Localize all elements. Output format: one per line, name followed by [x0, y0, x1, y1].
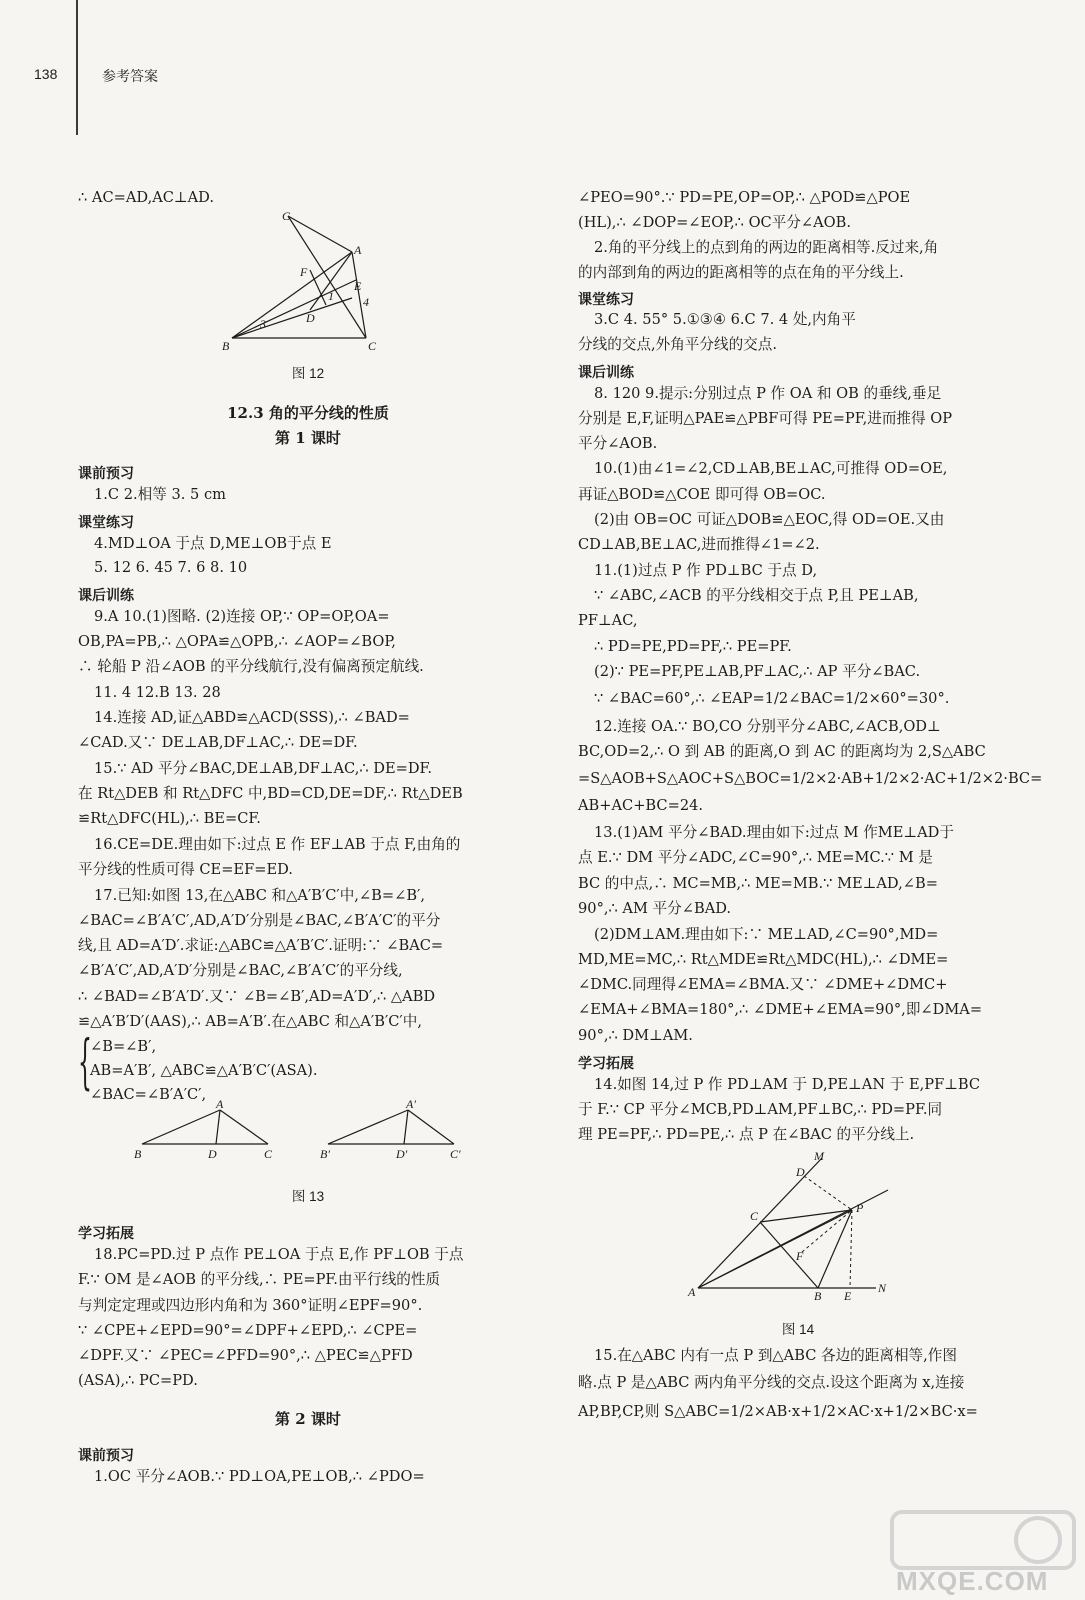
text-line: 的内部到角的两边的距离相等的点在角的平分线上. — [578, 264, 904, 281]
svg-text:A: A — [216, 1098, 224, 1111]
text-line: ∴ 轮船 P 沿∠AOB 的平分线航行,没有偏离预定航线. — [78, 658, 424, 675]
page-number: 138 — [34, 66, 58, 82]
figure-13 — [128, 1098, 488, 1164]
svg-text:E: E — [844, 1289, 852, 1302]
label-preview: 课前预习 — [78, 465, 134, 481]
text-line: AB+AC+BC=24. — [578, 797, 704, 814]
svg-text:B: B — [222, 339, 230, 353]
text-line: ∵ ∠ABC,∠ACB 的平分线相交于点 P,且 PE⊥AB, — [594, 587, 919, 604]
figure-14 — [684, 1150, 900, 1302]
text-line: 平分线的性质可得 CE=EF=ED. — [78, 861, 293, 878]
text-line: ∠CAD.又∵ DE⊥AB,DF⊥AC,∴ DE=DF. — [78, 734, 358, 751]
svg-text:4: 4 — [363, 295, 369, 309]
svg-text:D′: D′ — [396, 1147, 408, 1161]
label-extension: 学习拓展 — [578, 1055, 634, 1071]
text-line: (2)DM⊥AM.理由如下:∵ ME⊥AD,∠C=90°,MD= — [594, 926, 939, 943]
text-line: 5. 12 6. 45 7. 6 8. 10 — [94, 559, 248, 576]
text-line: CD⊥AB,BE⊥AC,进而推得∠1=∠2. — [578, 536, 820, 553]
text-line: 点 E.∵ DM 平分∠ADC,∠C=90°,∴ ME=MC.∵ M 是 — [578, 849, 933, 866]
text-line: ∠B=∠B′, — [90, 1038, 157, 1055]
text-line: MD,ME=MC,∴ Rt△MDE≌Rt△MDC(HL),∴ ∠DME= — [578, 951, 949, 968]
svg-text:C: C — [264, 1147, 273, 1161]
text-line: 15.在△ABC 内有一点 P 到△ABC 各边的距离相等,作图 — [594, 1347, 957, 1364]
svg-text:P: P — [856, 1201, 864, 1215]
text-line: 14.连接 AD,证△ABD≌△ACD(SSS),∴ ∠BAD= — [94, 709, 410, 726]
text-line: 16.CE=DE.理由如下:过点 E 作 EF⊥AB 于点 F,由角的 — [94, 836, 461, 853]
section-title: 12.3 角的平分线的性质 — [227, 404, 389, 422]
text-line: 90°,∴ AM 平分∠BAD. — [578, 900, 732, 917]
svg-text:C: C — [368, 339, 377, 353]
text-line: ∴ AC=AD,AC⊥AD. — [78, 189, 215, 206]
label-after-class: 课后训练 — [78, 587, 134, 603]
text-line: 2.角的平分线上的点到角的两边的距离相等.反过来,角 — [594, 239, 939, 256]
svg-text:D: D — [306, 311, 315, 325]
text-line: 15.∵ AD 平分∠BAC,DE⊥AB,DF⊥AC,∴ DE=DF. — [94, 760, 433, 777]
lesson-1-title: 第 1 课时 — [275, 429, 341, 447]
svg-text:F: F — [300, 265, 308, 279]
text-line: BC,OD=2,∴ O 到 AB 的距离,O 到 AC 的距离均为 2,S△ABC — [578, 743, 986, 760]
text-line: ∠PEO=90°.∵ PD=PE,OP=OP,∴ △POD≌△POE — [578, 189, 911, 206]
text-line: ∵ ∠CPE+∠EPD=90°=∠DPF+∠EPD,∴ ∠CPE= — [78, 1322, 418, 1339]
text-line: 4.MD⊥OA 于点 D,ME⊥OB于点 E — [94, 535, 332, 552]
text-line: ∠BAC=∠B′A′C′, — [90, 1086, 207, 1103]
svg-text:M: M — [814, 1150, 824, 1163]
text-line: 线,且 AD=A′D′.求证:△ABC≌△A′B′C′.证明:∵ ∠BAC= — [78, 937, 444, 954]
svg-text:B′: B′ — [320, 1147, 330, 1161]
text-line: ∴ PD=PE,PD=PF,∴ PE=PF. — [594, 638, 792, 655]
text-line: 分线的交点,外角平分线的交点. — [578, 336, 777, 353]
svg-text:F: F — [796, 1249, 804, 1263]
label-after-class: 课后训练 — [578, 364, 634, 380]
watermark-text: MXQE.COM — [896, 1566, 1049, 1596]
svg-text:E: E — [354, 279, 362, 293]
text-line: 14.如图 14,过 P 作 PD⊥AM 于 D,PE⊥AN 于 E,PF⊥BC — [594, 1076, 981, 1093]
text-line: 10.(1)由∠1=∠2,CD⊥AB,BE⊥AC,可推得 OD=OE, — [594, 460, 948, 477]
text-line: ∠B′A′C′,AD,A′D′分别是∠BAC,∠B′A′C′的平分线, — [78, 962, 403, 979]
text-line: 13.(1)AM 平分∠BAD.理由如下:过点 M 作ME⊥AD于 — [594, 824, 954, 841]
svg-text:D: D — [796, 1165, 805, 1179]
figure-12-caption: 图 12 — [291, 366, 325, 381]
figure-12 — [218, 210, 398, 355]
running-title: 参考答案 — [102, 68, 158, 84]
text-line: 平分∠AOB. — [578, 435, 658, 452]
text-line: AB=A′B′, △ABC≌△A′B′C′(ASA). — [90, 1062, 318, 1079]
text-line: ∴ ∠BAD=∠B′A′D′.又∵ ∠B=∠B′,AD=A′D′,∴ △ABD — [78, 988, 436, 1005]
text-line: 8. 120 9.提示:分别过点 P 作 OA 和 OB 的垂线,垂足 — [594, 385, 942, 402]
text-line: 1.C 2.相等 3. 5 cm — [94, 486, 226, 503]
text-line: ∠EMA+∠BMA=180°,∴ ∠DME+∠EMA=90°,即∠DMA= — [578, 1001, 983, 1018]
text-line: ∠DPF.又∵ ∠PEC=∠PFD=90°,∴ △PEC≌△PFD — [78, 1347, 413, 1364]
text-line: 3.C 4. 55° 5.①③④ 6.C 7. 4 处,内角平 — [594, 311, 856, 328]
text-line: 略.点 P 是△ABC 两内角平分线的交点.设这个距离为 x,连接 — [578, 1374, 965, 1391]
svg-text:D: D — [208, 1147, 217, 1161]
figure-14-caption: 图 14 — [781, 1322, 815, 1337]
text-line: F.∵ OM 是∠AOB 的平分线,∴ PE=PF.由平行线的性质 — [78, 1271, 441, 1288]
text-line: 11. 4 12.B 13. 28 — [94, 684, 221, 701]
text-line: ∠DMC.同理得∠EMA=∠BMA.又∵ ∠DME+∠DMC+ — [578, 976, 948, 993]
text-line: 再证△BOD≌△COE 即可得 OB=OC. — [578, 486, 826, 503]
svg-text:C′: C′ — [450, 1147, 461, 1161]
text-line: 与判定定理或四边形内角和为 360°证明∠EPF=90°. — [78, 1297, 423, 1314]
text-line: 在 Rt△DEB 和 Rt△DFC 中,BD=CD,DE=DF,∴ Rt△DEB — [78, 785, 463, 802]
text-line: 1.OC 平分∠AOB.∵ PD⊥OA,PE⊥OB,∴ ∠PDO= — [94, 1468, 425, 1485]
svg-text:A′: A′ — [406, 1098, 416, 1111]
svg-text:B: B — [134, 1147, 142, 1161]
brace: { — [78, 1030, 92, 1099]
text-line: 90°,∴ DM⊥AM. — [578, 1027, 693, 1044]
text-line: (HL),∴ ∠DOP=∠EOP,∴ OC平分∠AOB. — [578, 214, 851, 231]
svg-text:3: 3 — [260, 317, 266, 331]
label-preview-2: 课前预习 — [78, 1447, 134, 1463]
label-extension: 学习拓展 — [78, 1225, 134, 1241]
text-line: ∵ ∠BAC=60°,∴ ∠EAP=1/2∠BAC=1/2×60°=30°. — [594, 690, 950, 707]
text-line: BC 的中点,∴ MC=MB,∴ ME=MB.∵ ME⊥AD,∠B= — [578, 875, 938, 892]
label-class-practice: 课堂练习 — [578, 291, 634, 307]
figure-13-caption: 图 13 — [291, 1189, 325, 1204]
text-line: 11.(1)过点 P 作 PD⊥BC 于点 D, — [594, 562, 818, 579]
text-line: 18.PC=PD.过 P 点作 PE⊥OA 于点 E,作 PF⊥OB 于点 — [94, 1246, 464, 1263]
header-rule — [76, 0, 78, 135]
svg-text:C: C — [282, 210, 291, 223]
text-line: 17.已知:如图 13,在△ABC 和△A′B′C′中,∠B=∠B′, — [94, 887, 426, 904]
text-line: 9.A 10.(1)图略. (2)连接 OP,∵ OP=OP,OA= — [94, 608, 390, 625]
text-line: AP,BP,CP,则 S△ABC=1/2×AB·x+1/2×AC·x+1/2×BC·x= — [578, 1403, 978, 1420]
text-line: ≌△A′B′D′(AAS),∴ AB=A′B′.在△ABC 和△A′B′C′中, — [78, 1013, 422, 1030]
svg-text:C: C — [750, 1209, 759, 1223]
text-line: (ASA),∴ PC=PD. — [78, 1372, 198, 1389]
text-line: 理 PE=PF,∴ PD=PE,∴ 点 P 在∠BAC 的平分线上. — [578, 1126, 915, 1143]
text-line: (2)∵ PE=PF,PE⊥AB,PF⊥AC,∴ AP 平分∠BAC. — [594, 663, 921, 680]
text-line: PF⊥AC, — [578, 612, 638, 629]
text-line: ∠BAC=∠B′A′C′,AD,A′D′分别是∠BAC,∠B′A′C′的平分 — [78, 912, 441, 929]
label-class-practice: 课堂练习 — [78, 514, 134, 530]
svg-text:A: A — [354, 243, 362, 257]
text-line: 分别是 E,F,证明△PAE≌△PBF可得 PE=PF,进而推得 OP — [578, 410, 953, 427]
text-line: (2)由 OB=OC 可证△DOB≌△EOC,得 OD=OE.又由 — [594, 511, 945, 528]
svg-text:A: A — [688, 1285, 696, 1299]
text-line: 于 F.∵ CP 平分∠MCB,PD⊥AM,PF⊥BC,∴ PD=PF.同 — [578, 1101, 943, 1118]
svg-text:1: 1 — [328, 289, 334, 303]
svg-text:N: N — [878, 1281, 887, 1295]
svg-text:B: B — [814, 1289, 822, 1302]
text-line: 12.连接 OA.∵ BO,CO 分别平分∠ABC,∠ACB,OD⊥ — [594, 718, 941, 735]
text-line: =S△AOB+S△AOC+S△BOC=1/2×2·AB+1/2×2·AC+1/2×2·BC= — [578, 770, 1043, 787]
text-line: ≌Rt△DFC(HL),∴ BE=CF. — [78, 810, 261, 827]
text-line: OB,PA=PB,∴ △OPA≌△OPB,∴ ∠AOP=∠BOP, — [78, 633, 396, 650]
lesson-2-title: 第 2 课时 — [275, 1410, 341, 1428]
